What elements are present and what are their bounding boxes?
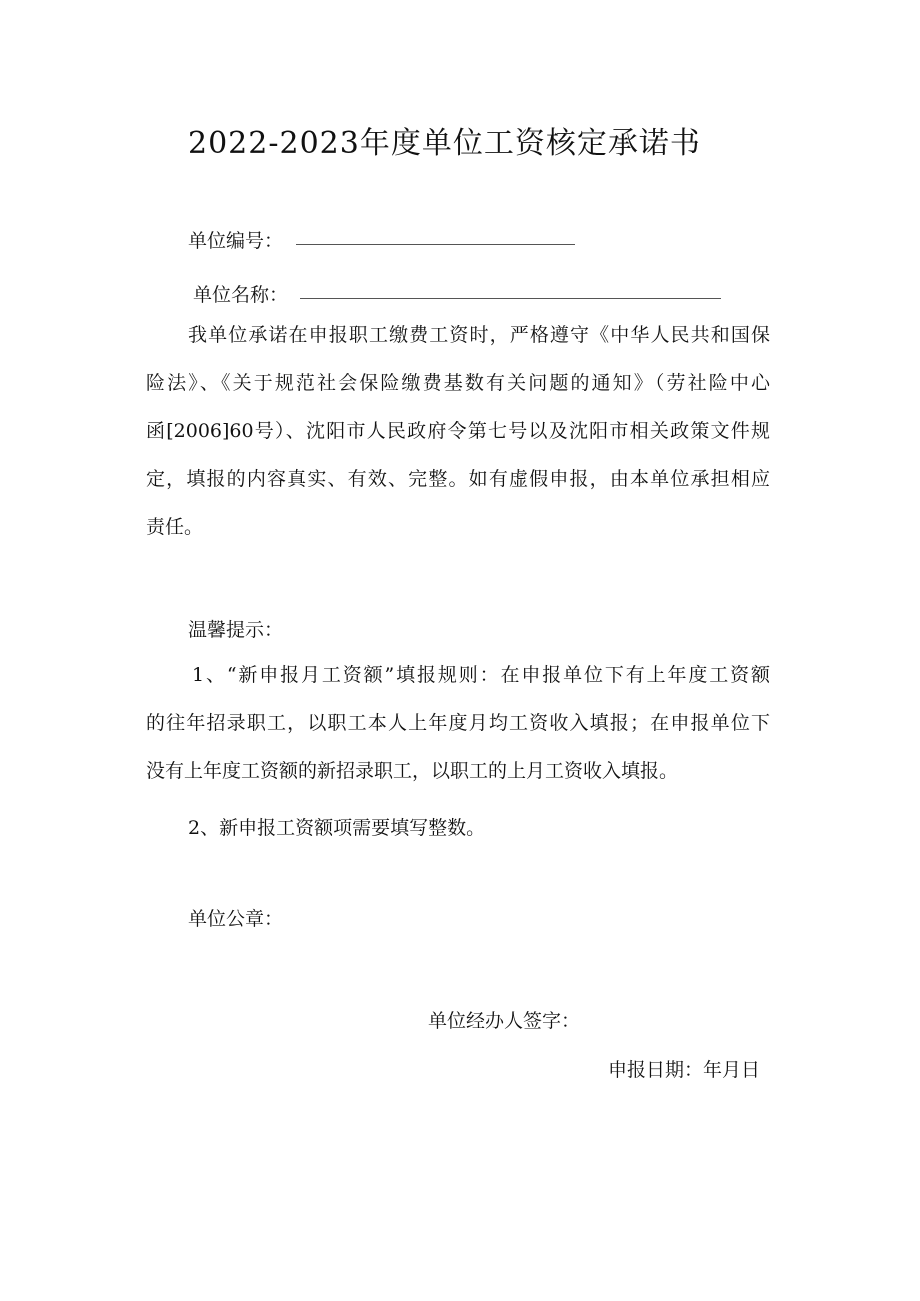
commitment-line: 函[2006]60号）、沈阳市人民政府令第七号以及沈阳市相关政策文件规: [146, 420, 770, 442]
commitment-line: 责任。: [146, 516, 204, 538]
commitment-paragraph: [146, 311, 770, 551]
tip-1-line: 1、“新申报月工资额”填报规则：在申报单位下有上年度工资额: [192, 664, 770, 686]
date-label: 申报日期：年月日: [608, 1059, 761, 1081]
commitment-line: 我单位承诺在申报职工缴费工资时，严格遵守《中华人民共和国保: [188, 324, 770, 346]
commitment-line: 定，填报的内容真实、有效、完整。如有虚假申报，由本单位承担相应: [146, 468, 770, 490]
tip-2: 2、新申报工资额项需要填写整数。: [188, 817, 486, 839]
signer-label: 单位经办人签字：: [428, 1010, 581, 1032]
commitment-line: 险法》、《关于规范社会保险缴费基数有关问题的通知》（劳社险中心: [146, 372, 770, 394]
tip-1-line: 的往年招录职工，以职工本人上年度月均工资收入填报；在申报单位下: [146, 712, 770, 734]
unit-seal-label: 单位公章：: [188, 908, 284, 930]
unit-code-label: 单位编号：: [188, 230, 284, 252]
tip-1-line: 没有上年度工资额的新招录职工，以职工的上月工资收入填报。: [146, 760, 679, 782]
unit-code-row: [188, 226, 283, 253]
unit-name-blank[interactable]: [300, 298, 721, 299]
unit-name-label: 单位名称：: [193, 284, 289, 306]
unit-code-blank[interactable]: [296, 244, 575, 245]
unit-name-row: [193, 280, 288, 307]
document-title: 2022-2023年度单位工资核定承诺书: [188, 126, 701, 161]
tip-1-paragraph: [146, 651, 770, 795]
tips-heading: 温馨提示：: [188, 619, 284, 641]
